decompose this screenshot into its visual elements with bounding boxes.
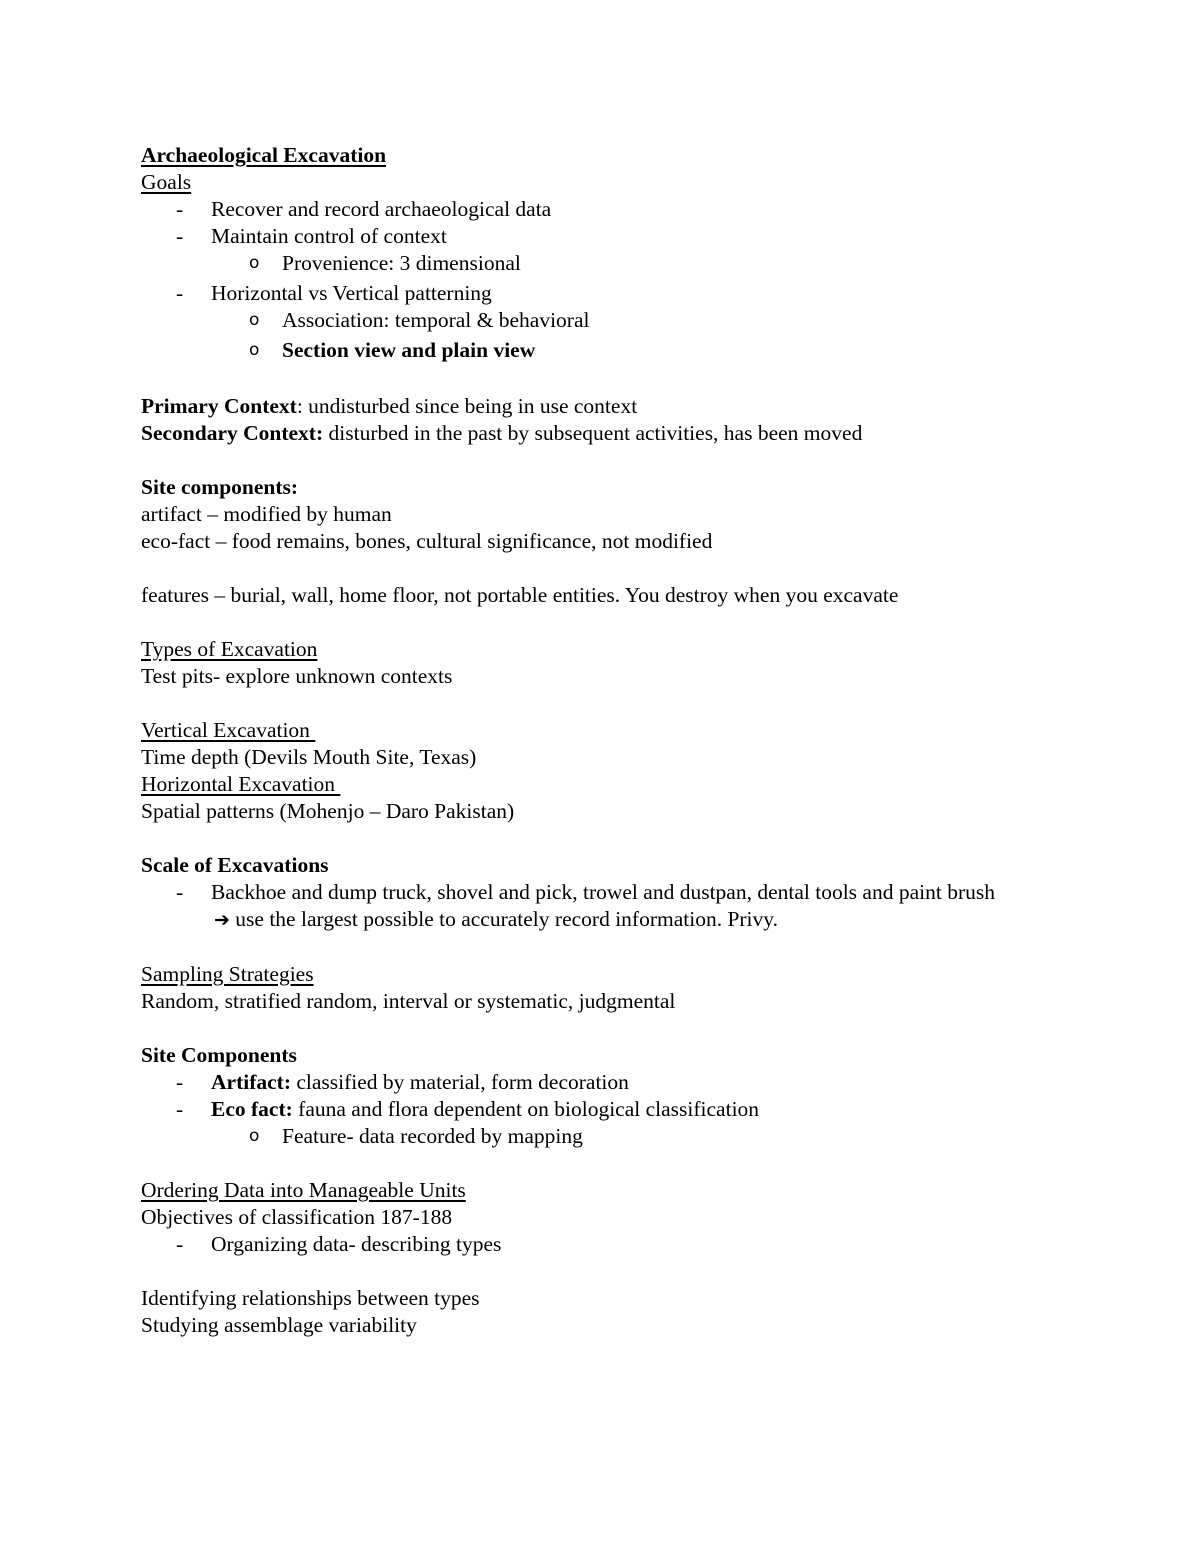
dash-bullet: - [176, 1097, 184, 1121]
artifact-definition: artifact – modified by human [141, 502, 392, 526]
horizontal-heading: Horizontal Excavation [141, 772, 341, 796]
spacer [141, 1150, 1041, 1177]
spacer [141, 690, 1041, 717]
circle-bullet: o [249, 340, 260, 360]
right-arrow-icon: ➔ [214, 909, 230, 931]
list-item [141, 879, 1041, 906]
list-item-text: Organizing data- describing types [211, 1232, 502, 1256]
dash-bullet: - [176, 197, 184, 221]
circle-bullet: o [249, 253, 260, 273]
goals-heading: Goals [141, 170, 192, 194]
relationships-text: Identifying relationships between types [141, 1286, 480, 1310]
ecofact-label: Eco fact: [211, 1097, 293, 1121]
primary-context-label: Primary Context [141, 394, 297, 418]
primary-context-text: : undisturbed since being in use context [296, 394, 638, 418]
secondary-context-label: Secondary Context: [141, 421, 324, 445]
list-item [141, 1096, 1041, 1123]
sub-list-item [141, 1123, 1041, 1150]
list-item-text: Recover and record archaeological data [211, 197, 552, 221]
ordering-heading: Ordering Data into Manageable Units [141, 1178, 466, 1202]
variability-text: Studying assemblage variability [141, 1313, 417, 1337]
list-item [141, 223, 1041, 250]
vertical-text: Time depth (Devils Mouth Site, Texas) [141, 745, 477, 769]
spacer [141, 609, 1041, 636]
secondary-context-text: disturbed in the past by subsequent activities, has been moved [323, 421, 863, 445]
scale-heading: Scale of Excavations [141, 853, 329, 877]
vertical-heading: Vertical Excavation [141, 718, 316, 742]
artifact-text: classified by material, form decoration [290, 1070, 629, 1094]
dash-bullet: - [176, 1232, 184, 1256]
objectives-text: Objectives of classification 187-188 [141, 1205, 453, 1229]
dash-bullet: - [176, 224, 184, 248]
dash-bullet: - [176, 1070, 184, 1094]
list-item-text: Maintain control of context [211, 224, 447, 248]
sub-list-item-text: Association: temporal & behavioral [282, 308, 590, 332]
sub-list-item-text: Provenience: 3 dimensional [282, 251, 521, 275]
spacer [141, 1015, 1041, 1042]
site-components-2-heading: Site Components [141, 1043, 297, 1067]
primary-context [141, 393, 1041, 420]
ecofact-text: fauna and flora dependent on biological classification [292, 1097, 760, 1121]
sub-list-item-text: Feature- data recorded by mapping [282, 1124, 583, 1148]
dash-bullet: - [176, 880, 184, 904]
list-item-text: Backhoe and dump truck, shovel and pick, trowel and dustpan, dental tools and paint brush [211, 880, 995, 904]
types-heading: Types of Excavation [141, 637, 318, 661]
circle-bullet: o [249, 1126, 260, 1146]
sub-list-item [141, 250, 1041, 277]
sub-list-item [141, 334, 1041, 366]
site-components-heading: Site components: [141, 475, 299, 499]
list-item [141, 280, 1041, 307]
document-title: Archaeological Excavation [141, 143, 387, 167]
circle-bullet: o [249, 310, 260, 330]
list-item-text: Horizontal vs Vertical patterning [211, 281, 492, 305]
spacer [141, 555, 1041, 582]
document-body [141, 142, 1041, 1339]
spacer [141, 447, 1041, 474]
spacer [141, 1258, 1041, 1285]
spacer [141, 934, 1041, 961]
artifact-label: Artifact: [211, 1070, 291, 1094]
sampling-heading: Sampling Strategies [141, 962, 314, 986]
arrow-note [141, 906, 1041, 934]
test-pits-text: Test pits- explore unknown contexts [141, 664, 453, 688]
sampling-text: Random, stratified random, interval or systematic, judgmental [141, 989, 676, 1013]
sub-list-item-text: Section view and plain view [282, 338, 536, 362]
sub-list-item [141, 307, 1041, 334]
horizontal-text: Spatial patterns (Mohenjo – Daro Pakistan) [141, 799, 515, 823]
spacer [141, 825, 1041, 852]
list-item [141, 1231, 1041, 1258]
ecofact-definition: eco-fact – food remains, bones, cultural significance, not modified [141, 529, 713, 553]
list-item [141, 1069, 1041, 1096]
list-item [141, 196, 1041, 223]
arrow-note-text: use the largest possible to accurately record information. Privy. [229, 907, 779, 931]
dash-bullet: - [176, 281, 184, 305]
spacer [141, 366, 1041, 393]
secondary-context [141, 420, 1041, 447]
features-definition: features – burial, wall, home floor, not portable entities. You destroy when you excavate [141, 583, 899, 607]
